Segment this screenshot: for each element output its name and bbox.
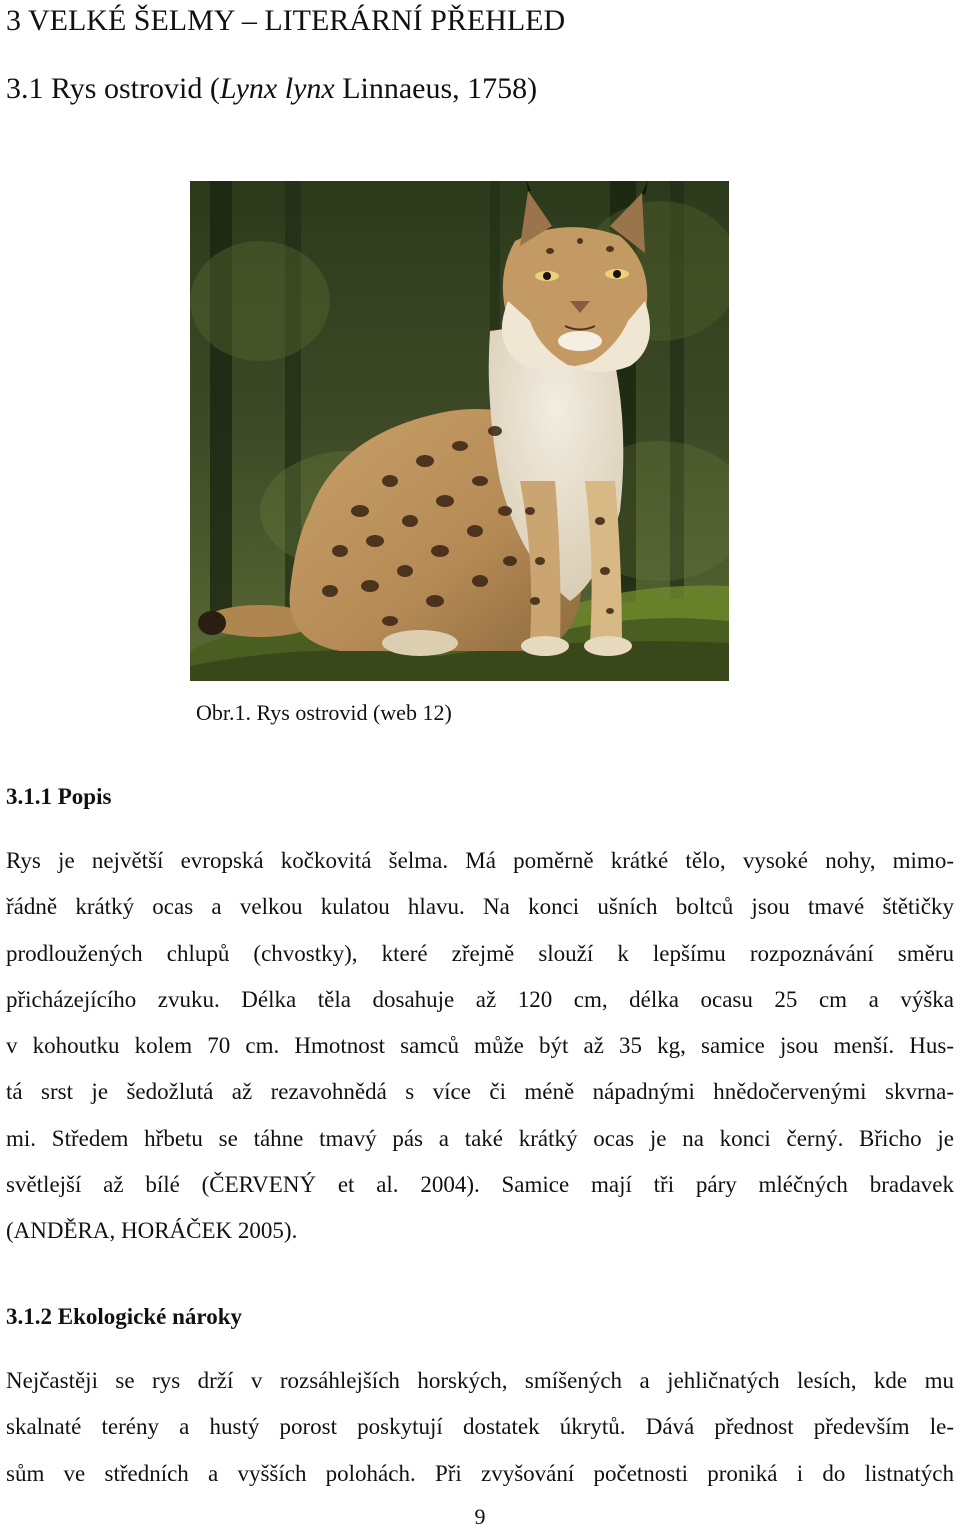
section-heading [6, 70, 537, 108]
text-line: (ANDĚRA, HORÁČEK 2005). [6, 1218, 298, 1244]
section-heading-suffix: Linnaeus, 1758) [334, 72, 538, 105]
text-line: skalnaté terény a hustý porost poskytují dostatek úkrytů. Dává přednost především le- [6, 1414, 954, 1440]
chapter-heading: 3 VELKÉ ŠELMY – LITERÁRNÍ PŘEHLED [6, 4, 566, 37]
page-number: 9 [474, 1504, 486, 1529]
paragraph-ekologie [6, 1358, 954, 1497]
text-line: prodloužených chlupů (chvostky), které zřejmě slouží k lepšímu rozpoznávání směru [6, 940, 954, 966]
text-line: Rys je největší evropská kočkovitá šelma. Má poměrně krátké tělo, vysoké nohy, mimo- [6, 848, 954, 873]
text-line: v kohoutku kolem 70 cm. Hmotnost samců může být až 35 kg, samice jsou menší. Hus- [6, 1033, 954, 1059]
text-line: tá srst je šedožlutá až rezavohnědá s více či méně nápadnými hnědočervenými skvrna- [6, 1079, 954, 1105]
text-line: Nejčastěji se rys drží v rozsáhlejších horských, smíšených a jehličnatých lesích, kde mu [6, 1368, 954, 1393]
lynx-photo [190, 181, 729, 681]
text-line: mi. Středem hřbetu se táhne tmavý pás a také krátký ocas je na konci černý. Břicho je [6, 1125, 954, 1151]
text-line: sům ve středních a vyšších polohách. Při zvyšování početnosti proniká i do listnatých [6, 1460, 954, 1486]
section-heading-species: Lynx lynx [219, 72, 335, 105]
text-line: přicházejícího zvuku. Délka těla dosahuje až 120 cm, délka ocasu 25 cm a výška [6, 986, 954, 1012]
subsection-heading-popis: 3.1.1 Popis [6, 784, 112, 809]
subsection-heading-ekologie: 3.1.2 Ekologické nároky [6, 1304, 242, 1329]
section-heading-prefix: 3.1 Rys ostrovid ( [6, 72, 220, 105]
paragraph-popis [6, 838, 954, 1255]
text-line: světlejší až bílé (ČERVENÝ et al. 2004). Samice mají tři páry mléčných bradavek [6, 1172, 954, 1198]
text-line: řádně krátký ocas a velkou kulatou hlavu. Na konci ušních boltců jsou tmavé štětičky [6, 894, 954, 920]
figure-caption: Obr.1. Rys ostrovid (web 12) [196, 700, 452, 725]
